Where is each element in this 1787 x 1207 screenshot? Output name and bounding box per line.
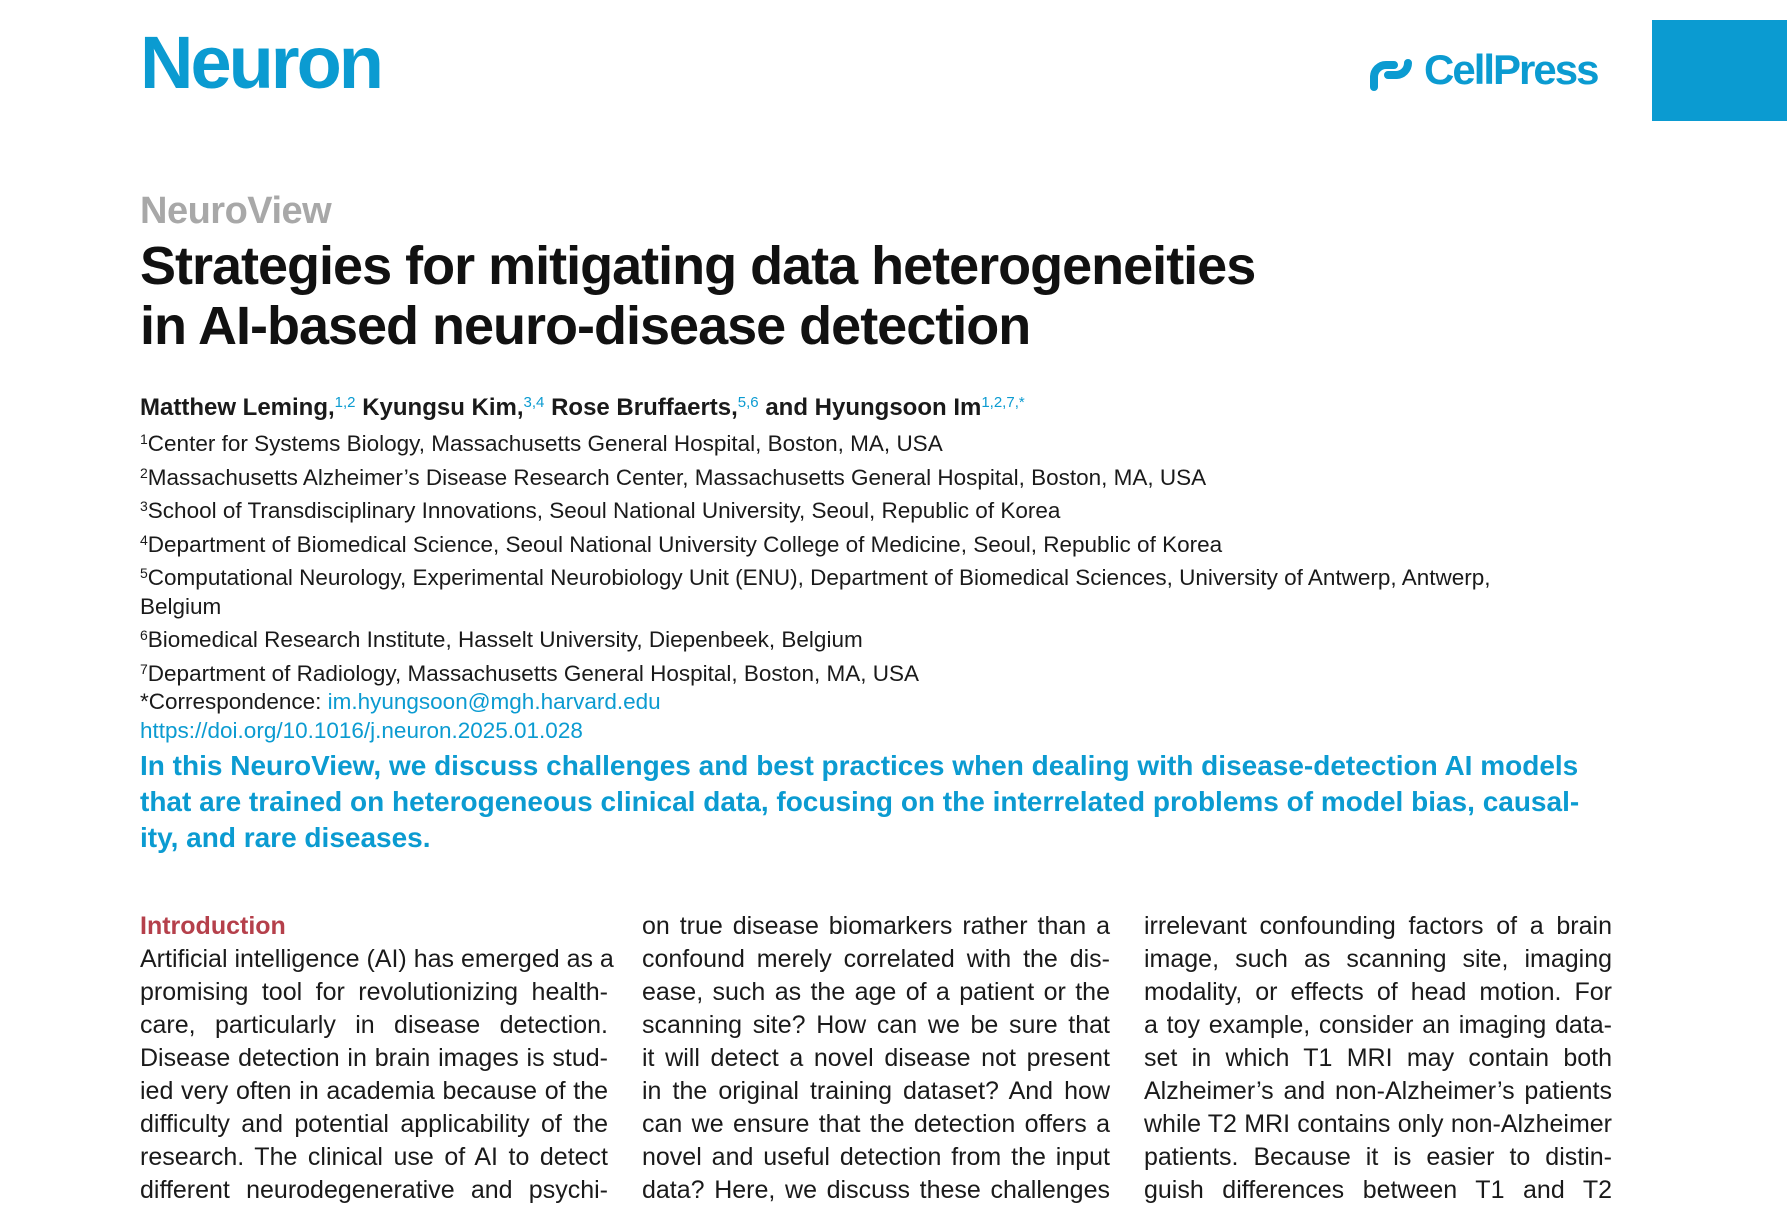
body-line: scanning site? How can we be sure that <box>642 1011 1110 1039</box>
body-line: different neurodegenerative and psychi- <box>140 1176 608 1204</box>
abstract-line: ity, and rare diseases. <box>140 822 431 853</box>
body-line: difficulty and potential applicability of the <box>140 1110 608 1138</box>
author-name[interactable]: Matthew Leming, <box>140 394 335 421</box>
affiliation: $^1$Center for Systems Biology, Massachusetts General Hospital, Boston, MA, USA <box>140 431 943 456</box>
body-line: ied very often in academia because of the <box>140 1077 608 1105</box>
author-name[interactable]: Kyungsu Kim, <box>355 394 524 421</box>
doi <box>140 717 1620 746</box>
body-line: novel and useful detection from the input <box>642 1143 1110 1171</box>
author-name[interactable]: Rose Bruffaerts, <box>544 394 738 421</box>
author-affiliation-refs[interactable]: 5,6 <box>737 394 759 411</box>
author-affiliation-refs[interactable]: 1,2 <box>334 394 356 411</box>
affiliation: $^4$Department of Biomedical Science, Seoul National University College of Medicine, Seoul, Republic of Korea <box>140 531 1223 557</box>
body-line: guish differences between T1 and T2 <box>1144 1176 1612 1204</box>
abstract-line: that are trained on heterogeneous clinical data, focusing on the interrelated problems of model bias, causal- <box>140 786 1580 817</box>
affiliation: $^7$Department of Radiology, Massachusetts General Hospital, Boston, MA, USA <box>140 660 919 686</box>
body-line: Disease detection in brain images is stud- <box>140 1044 608 1072</box>
body-line: irrelevant confounding factors of a brain <box>1144 912 1612 940</box>
section-heading: Introduction <box>140 912 286 940</box>
body-line: a toy example, consider an imaging data- <box>1144 1011 1612 1039</box>
corner-color-block <box>1652 20 1787 121</box>
cellpress-logo-icon <box>1366 47 1416 93</box>
body-line: in the original training dataset? And how <box>642 1077 1110 1105</box>
author-list <box>140 394 1025 422</box>
correspondence: *Correspondence: im.hyungsoon@mgh.harvard.edu <box>140 689 661 714</box>
body-line: on true disease biomarkers rather than a <box>642 912 1110 940</box>
affiliations <box>140 425 1620 745</box>
body-line: while T2 MRI contains only non-Alzheimer <box>1144 1110 1612 1138</box>
body-line: data? Here, we discuss these challenges <box>642 1176 1110 1204</box>
body-column-3 <box>1144 910 1612 1207</box>
affiliation: $^6$Biomedical Research Institute, Hasselt University, Diepenbeek, Belgium <box>140 627 863 652</box>
affiliation-continued: Belgium <box>140 593 222 619</box>
body-line: promising tool for revolutionizing health- <box>140 978 608 1006</box>
author-affiliation-refs[interactable]: 3,4 <box>523 394 545 411</box>
correspondence-email-link[interactable]: im.hyungsoon@mgh.harvard.edu <box>327 689 661 714</box>
abstract-line: In this NeuroView, we discuss challenges and best practices when dealing with disease-detection AI models <box>140 750 1579 781</box>
body-line: can we ensure that the detection offers a <box>642 1110 1110 1138</box>
body-column-1 <box>140 910 614 1207</box>
body-line: patients. Because it is easier to distin- <box>1144 1143 1612 1171</box>
title-line: Strategies for mitigating data heterogeneities <box>140 236 1256 296</box>
section-type: NeuroView <box>140 190 332 232</box>
author-affiliation-refs[interactable]: 1,2,7,* <box>981 394 1025 411</box>
body-line: set in which T1 MRI may contain both <box>1144 1044 1612 1072</box>
publisher-logo <box>1366 46 1597 94</box>
publisher-name: CellPress <box>1424 46 1598 93</box>
body-line: image, such as scanning site, imaging <box>1144 945 1612 973</box>
journal-name: Neuron <box>140 21 381 104</box>
doi-link[interactable]: https://doi.org/10.1016/j.neuron.2025.01.028 <box>140 717 583 743</box>
affiliation: $^2$Massachusetts Alzheimer’s Disease Research Center, Massachusetts General Hospital, Boston, MA, USA <box>140 464 1207 490</box>
body-line: ease, such as the age of a patient or the <box>642 978 1110 1006</box>
body-line: modality, or effects of head motion. For <box>1144 978 1612 1006</box>
abstract <box>140 748 1612 856</box>
affiliation: $^3$School of Transdisciplinary Innovations, Seoul National University, Seoul, Republic of Korea <box>140 498 1061 523</box>
body-line: care, particularly in disease detection. <box>140 1011 608 1039</box>
body-line: confound merely correlated with the dis- <box>642 945 1110 973</box>
body-line: Artificial intelligence (AI) has emerged as a <box>140 945 614 973</box>
body-line: Alzheimer’s and non-Alzheimer’s patients <box>1144 1077 1612 1105</box>
article-title <box>140 236 1640 356</box>
body-line: research. The clinical use of AI to detect <box>140 1143 608 1171</box>
affiliation: $^5$Computational Neurology, Experimental Neurobiology Unit (ENU), Department of Biomedical Sciences, University of Antwerp, Antwerp, <box>140 565 1491 590</box>
body-line: it will detect a novel disease not present <box>642 1044 1110 1072</box>
body-column-2 <box>642 910 1110 1207</box>
title-line: in AI-based neuro-disease detection <box>140 296 1031 356</box>
author-name[interactable]: and Hyungsoon Im <box>758 394 982 421</box>
